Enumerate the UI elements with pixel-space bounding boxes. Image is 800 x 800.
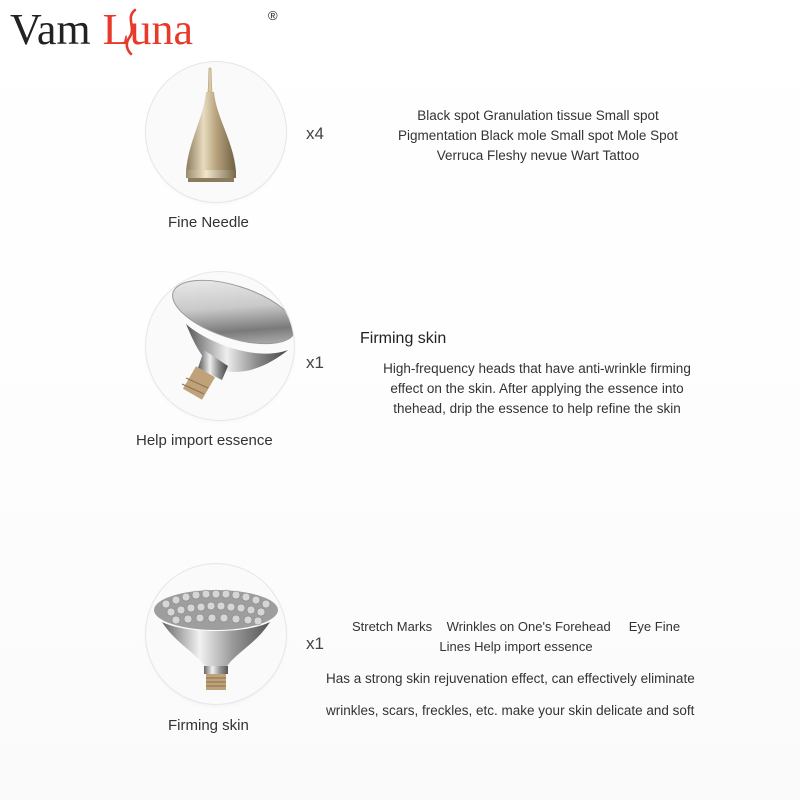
brand-logo-part2: Luna [102, 5, 194, 54]
fine-needle-head-icon [146, 62, 286, 202]
quantity-label: x4 [306, 124, 324, 143]
brand-logo [10, 4, 278, 56]
item-caption: Firming skin [168, 717, 249, 734]
description-line: wrinkles, scars, freckles, etc. make your skin delicate and soft [326, 703, 695, 718]
brand-logo-part1: Vam [10, 5, 91, 54]
description-line: Verruca Fleshy nevue Wart Tattoo [436, 148, 640, 163]
item-description [330, 617, 702, 657]
flat-polished-head-icon [146, 272, 294, 420]
logo-swoosh-icon [123, 8, 139, 56]
registered-mark: ® [268, 8, 278, 23]
description-line: thehead, drip the essence to help refine the skin [393, 401, 681, 416]
description-line: effect on the skin. After applying the essence into [390, 381, 684, 396]
description-line: Has a strong skin rejuvenation effect, can effectively eliminate [326, 671, 695, 686]
quantity-label: x1 [306, 634, 324, 653]
description-line: Pigmentation Black mole Small spot Mole Spot [398, 128, 678, 143]
description-line: Lines Help import essence [439, 639, 593, 654]
item-description [366, 106, 710, 166]
item-description [356, 359, 718, 419]
item-caption: Fine Needle [168, 214, 249, 231]
item-caption: Help import essence [136, 432, 273, 449]
description-line: High-frequency heads that have anti-wrinkle firming [383, 361, 691, 376]
item-heading: Firming skin [360, 330, 447, 347]
description-line: Stretch Marks Wrinkles on One's Forehead Eye Fine [351, 619, 681, 634]
spiked-head-icon [146, 564, 286, 704]
description-line: Black spot Granulation tissue Small spot [417, 108, 659, 123]
quantity-label: x1 [306, 353, 324, 372]
